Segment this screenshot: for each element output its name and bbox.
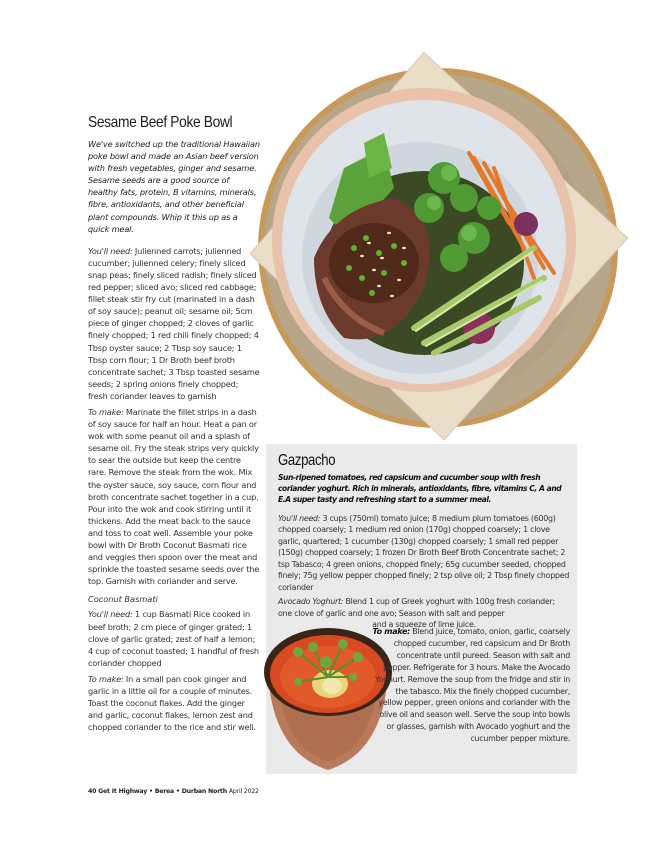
gazpacho-yoghurt bbox=[278, 596, 570, 619]
gazpacho-method bbox=[370, 626, 570, 745]
footer-date: April 2022 bbox=[228, 788, 259, 795]
gazpacho-yoghurt-text: Blend 1 cup of Greek yoghurt with 100g fresh coriander; one clove of garlic and one avo; Season with salt and pepper bbox=[278, 597, 555, 618]
gazpacho-need-text: 3 cups (750ml) tomato juice; 8 medium plum tomatoes (600g) chopped coarsely; 1 medium red onion (170g) chopped coarsely; 1 clove garlic, quartered; 1 cucumber (130g) chopped coarsely; 1 small red pepper (150g) chopped coarsely; 1 frozen Dr Broth Beef Broth Concentrate sachet; 2 tsp Tabasco; 4 green onions, chopped finely; 65g cucumber seeded, chopped finely; 75g yellow pepper chopped finely; 2 tsp olive oil; 2 Tbsp finely chopped coriander bbox=[278, 513, 570, 592]
gazpacho-intro: Sun-ripened tomatoes, red capsicum and cucumber soup with fresh coriander yoghurt. Rich in minerals, antioxidants, fibre, vitamins C, A and E.A super tasty and refreshing start to a summer meal. bbox=[278, 473, 562, 505]
footer-publication: 40 Get It Highway • Berea • Durban North bbox=[88, 788, 229, 795]
gazpacho-recipe-box bbox=[266, 444, 577, 774]
gazpacho-yoghurt-cont: and a squeeze of lime juice. bbox=[372, 620, 476, 630]
poke-recipe-column bbox=[88, 114, 260, 737]
gazpacho-yoghurt-label: Avocado Yoghurt: bbox=[278, 597, 344, 607]
rice-make-label: To make: bbox=[88, 673, 124, 684]
poke-intro: We've switched up the traditional Hawaiian poke bowl and made an Asian beef version with fresh vegetables, ginger and sesame. Sesame seeds are a good source of healthy fats, protein, B vitamins, minerals, fibre, antioxidants, and other beneficial plant compounds. Whip it this up as a quick meal. bbox=[88, 139, 260, 234]
rice-make-text: In a small pan cook ginger and garlic in a little oil for a couple of minutes. Toast the coconut flakes. Add the ginger and garlic, coconut flakes, lemon zest and chopped coriander to the rice and stir well. bbox=[88, 673, 256, 733]
rice-ingredients bbox=[88, 608, 260, 668]
poke-need-text: Julienned carrots; julienned cucumber; julienned celery; finely sliced snap peas; finely sliced radish; finely sliced red pepper; sliced avo; sliced red cabbage; fillet steak stir fry cut (marinated in a dash of soy sauce); peanut oil; sesame oil; 5cm piece of ginger chopped; 2 cloves of garlic finely chopped; 1 red chili finely chopped; 4 Tbsp oyster sauce; 2 Tbsp soy sauce; 1 Tbsp corn flour; 1 Dr Broth beef broth concentrate sachet; 3 Tbsp toasted sesame seeds; 2 spring onions finely chopped; fresh coriander leaves to garnish bbox=[88, 245, 260, 401]
rice-need-label: You'll need: bbox=[88, 609, 133, 620]
poke-make-label: To make: bbox=[88, 406, 124, 417]
poke-make-text: Marinate the fillet strips in a dash of soy sauce for half an hour. Heat a pan or wok with some peanut oil and a splash of sesame oil. Fry the steak strips very quickly to sear the outside but keep the centre rare. Remove the steak from the wok. Mix the oyster sauce, soy sauce, corn flour and broth concentrate sachet together in a cup. Pour into the wok and cook stirring until it thickens. Add the meat back to the sauce and toss to coat well. Assemble your poke bowl with Dr Broth Coconut Basmati rice and veggies then spoon over the meat and sprinkle the toasted sesame seeds over the top. Garnish with coriander and serve. bbox=[88, 406, 260, 587]
gazpacho-ingredients bbox=[278, 513, 570, 594]
gazpacho-need-label: You'll need: bbox=[278, 513, 321, 523]
poke-ingredients bbox=[88, 245, 260, 402]
poke-bowl-photo bbox=[244, 48, 632, 440]
gazpacho-title: Gazpacho bbox=[278, 452, 336, 469]
gazpacho-make-text: Blend juice, tomato, onion, garlic, coarsely chopped cucumber, red capsicum and Dr Broth concentrate until pureed. Season with salt and pepper. Refrigerate for 3 hours. Make the Avocado Yoghurt. Remove the soup from the fridge and stir in the tabasco. Mix the finely chopped cucumber, yellow pepper, green onions and coriander with the olive oil and season well. Serve the soup into bowls or glasses, garnish with Avocado yoghurt and the cucumber pepper mixture. bbox=[374, 627, 570, 744]
rice-need-text: 1 cup Basmati Rice cooked in beef broth; 2 cm piece of ginger grated; 1 clove of garlic grated; zest of half a lemon; 4 cup of coconut toasted; 1 handful of fresh coriander chopped bbox=[88, 609, 259, 668]
poke-title: Sesame Beef Poke Bowl bbox=[88, 114, 233, 131]
rice-title: Coconut Basmati bbox=[88, 594, 158, 605]
page-footer bbox=[88, 788, 259, 795]
poke-method bbox=[88, 406, 260, 587]
rice-method bbox=[88, 673, 260, 733]
poke-need-label: You'll need: bbox=[88, 245, 133, 256]
gazpacho-make-label: To make: bbox=[372, 627, 411, 636]
gazpacho-content bbox=[278, 452, 570, 634]
